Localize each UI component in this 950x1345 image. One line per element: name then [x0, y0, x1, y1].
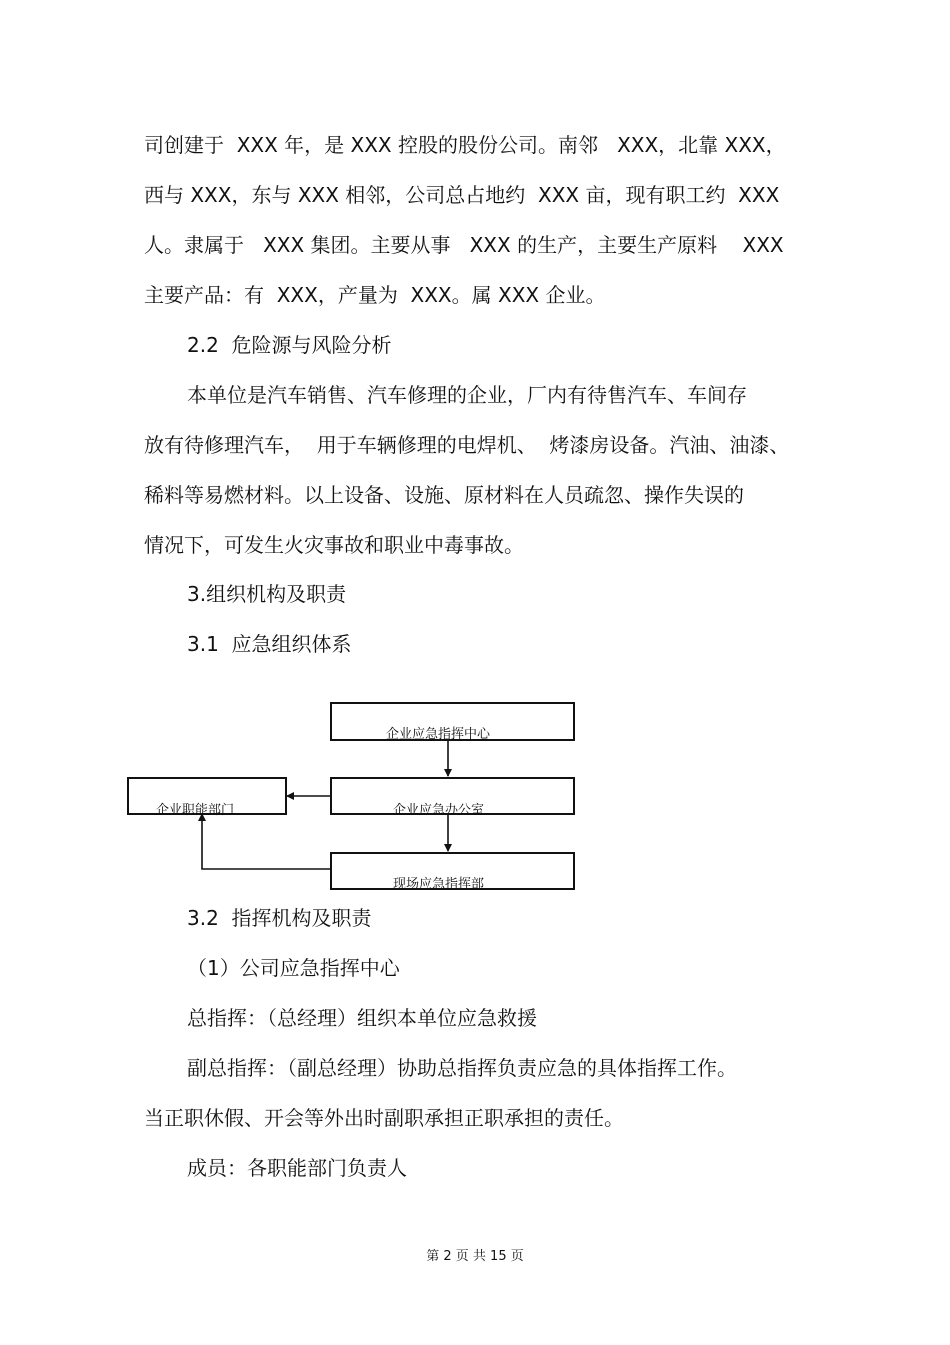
paragraph-line: 情况下，可发生火灾事故和职业中毒事故。 — [144, 533, 524, 557]
functional-departments-label: 企业职能部门 — [156, 803, 235, 818]
subsection-heading: （1）公司应急指挥中心 — [187, 956, 400, 980]
command-center-label: 企业应急指挥中心 — [386, 727, 491, 742]
paragraph-line: 西与 XXX，东与 XXX 相邻，公司总占地约 XXX 亩，现有职工约 XXX — [144, 183, 780, 207]
paragraph-line: 当正职休假、开会等外出时副职承担正职承担的责任。 — [144, 1106, 624, 1130]
section-heading: 3.1 应急组织体系 — [187, 632, 352, 656]
section-heading: 3.2 指挥机构及职责 — [187, 906, 372, 930]
paragraph-line: 主要产品：有 XXX，产量为 XXX。属 XXX 企业。 — [144, 283, 606, 307]
paragraph-line: 稀料等易燃材料。以上设备、设施、原材料在人员疏忽、操作失误的 — [144, 483, 744, 507]
paragraph-line: 成员：各职能部门负责人 — [187, 1156, 407, 1180]
paragraph-line: 本单位是汽车销售、汽车修理的企业，厂内有待售汽车、车间存 — [187, 383, 747, 407]
paragraph-line: 司创建于 XXX 年，是 XXX 控股的股份公司。南邻 XXX，北靠 XXX， — [144, 133, 786, 157]
paragraph-line: 人。隶属于 XXX 集团。主要从事 XXX 的生产，主要生产原料 XXX — [144, 233, 784, 257]
arrow-site-to-departments — [202, 814, 330, 869]
section-heading: 3.组织机构及职责 — [187, 582, 347, 606]
emergency-office-label: 企业应急办公室 — [393, 803, 485, 818]
paragraph-line: 放有待修理汽车， 用于车辆修理的电焊机、 烤漆房设备。汽油、油漆、 — [144, 433, 790, 457]
site-command-label: 现场应急指挥部 — [393, 877, 485, 892]
paragraph-line: 总指挥：（总经理）组织本单位应急救援 — [187, 1006, 537, 1030]
paragraph-line: 副总指挥：（副总经理）协助总指挥负责应急的具体指挥工作。 — [187, 1056, 737, 1080]
page-number-footer: 第 2 页 共 15 页 — [426, 1249, 524, 1264]
section-heading: 2.2 危险源与风险分析 — [187, 333, 392, 357]
